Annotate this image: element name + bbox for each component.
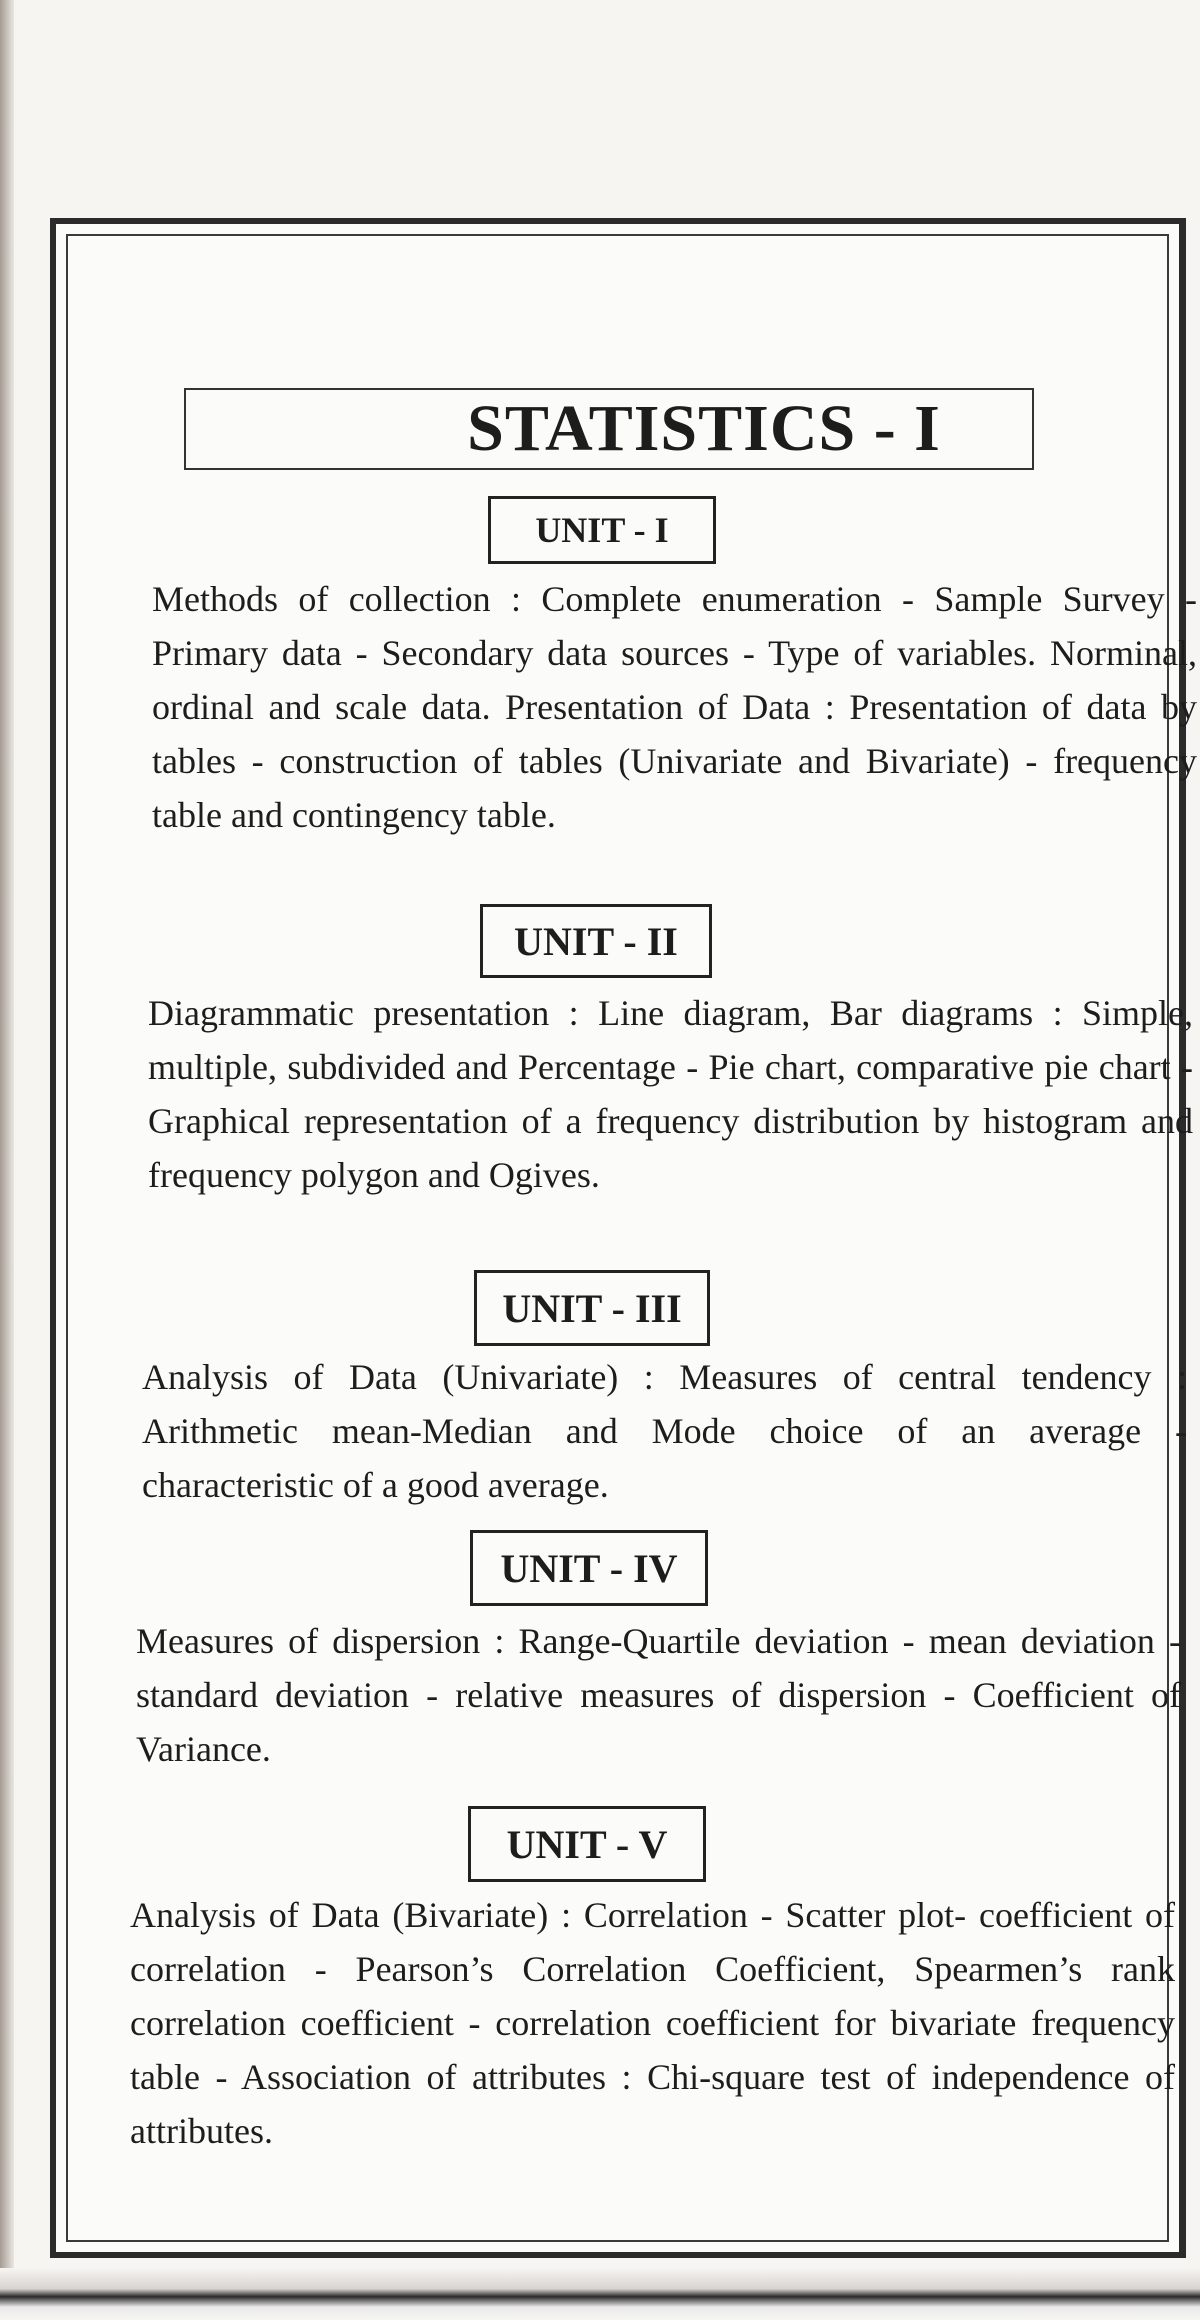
unit-heading-5: UNIT - V [468, 1806, 706, 1882]
unit-heading-3: UNIT - III [474, 1270, 710, 1346]
unit-heading-4: UNIT - IV [470, 1530, 708, 1606]
title-box [184, 388, 1034, 470]
page-edge-shadow [0, 0, 14, 2320]
unit-body-2: Diagrammatic presentation : Line diagram, Bar diagrams : Simple, multiple, subdivided and Percentage - Pie chart, comparative pie chart - Graphical representation of a frequency distribution by histogram and frequency polygon and Ogives. [148, 993, 1193, 1195]
unit-body-5: Analysis of Data (Bivariate) : Correlation - Scatter plot- coefficient of correlation - Pearson’s Correlation Coefficient, Spearmen’s rank correlation coefficient - correlation coefficient for bivariate frequency table - Association of attributes : Chi-square test of independence of attributes. [130, 1895, 1175, 2151]
unit-body-3: Analysis of Data (Univariate) : Measures of central tendency : Arithmetic mean-Median and Mode choice of an average - characteristic of a good average. [142, 1357, 1187, 1505]
page-bottom-edge [0, 2268, 1200, 2320]
page-title: STATISTICS - I [467, 392, 941, 465]
unit-body-4: Measures of dispersion : Range-Quartile deviation - mean deviation - standard deviation - relative measures of dispersion - Coefficient of Variance. [136, 1621, 1181, 1769]
unit-heading-1: UNIT - I [488, 496, 716, 564]
unit-heading-2: UNIT - II [480, 904, 712, 978]
unit-body-1: Methods of collection : Complete enumeration - Sample Survey - Primary data - Secondary data sources - Type of variables. Norminal, ordinal and scale data. Presentation of Data : Presentation of data by tables - construction of tables (Univariate and Bivariate) - frequency table and contingency table. [152, 579, 1197, 835]
page-border [50, 218, 1197, 2258]
